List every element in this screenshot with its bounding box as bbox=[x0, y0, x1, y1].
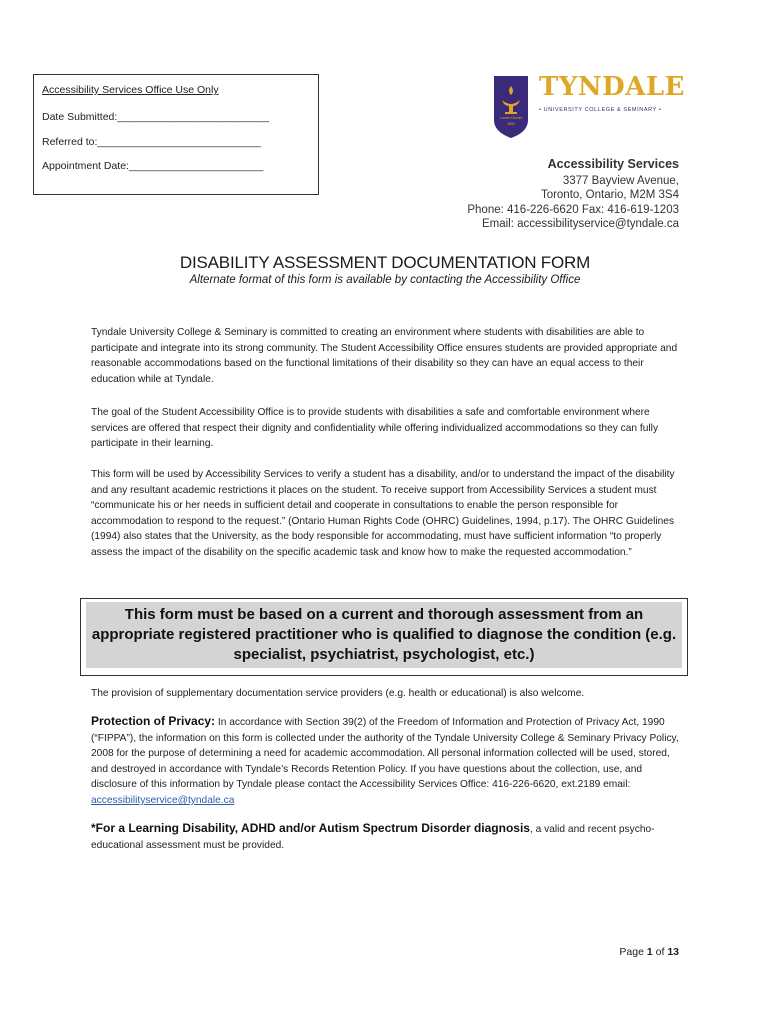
tyndale-logo bbox=[494, 74, 684, 140]
contact-street: 3377 Bayview Avenue, bbox=[562, 174, 679, 187]
notice-box bbox=[80, 598, 688, 676]
page-current: 1 bbox=[646, 946, 653, 958]
page-sep: of bbox=[652, 946, 668, 958]
crest-year: 1894 bbox=[507, 122, 515, 126]
privacy-text: In accordance with Section 39(2) of the Freedom of Information and Protection of Privacy Act, 1990 (“FIPPA”), the information on this form is collected under the authority of the Tyndale University College & Seminary Privacy Policy, 2008 for the purpose of determining a need for academic accommodation. All personal information collected will be used, stored, and destroyed in accordance with Tyndale’s Records Retention Policy. If you have questions about the collection, use, and disclosure of this information by Tyndale please contact the Accessibility Services Office: 416-226-6620, ext.2189 email: bbox=[91, 717, 679, 791]
appointment-date-field: Appointment Date:_______________________ bbox=[42, 160, 264, 172]
contact-org: Accessibility Services bbox=[547, 157, 679, 171]
purpose-paragraph: This form will be used by Accessibility Services to verify a student has a disability, and/or to understand the impact of the disability and any resultant academic restrictions it places on the student. To receive support from Accessibility Services a student must “communicate his or her needs in sufficient detail and cooperate in consultations to enable the person responsible for accommodation to respond to the request.” (Ontario Human Rights Code (OHRC) Guidelines, 1994, p.17). The OHRC Guidelines (1994) also states that the University, as the body responsible for accommodating, must have sufficient information “to properly assess the impact of the disability on the specific academic task and know how to make the requested accommodation.” bbox=[91, 469, 675, 558]
ld-note-lead: *For a Learning Disability, ADHD and/or Autism Spectrum Disorder diagnosis bbox=[91, 821, 530, 835]
contact-city: Toronto, Ontario, M2M 3S4 bbox=[540, 189, 679, 201]
page-prefix: Page bbox=[619, 946, 647, 958]
privacy-email-link[interactable]: accessibilityservice@tyndale.ca bbox=[91, 794, 235, 806]
logo-wordmark: TYNDALE bbox=[539, 72, 685, 102]
contact-email: Email: accessibilityservice@tyndale.ca bbox=[481, 218, 679, 230]
page-title: DISABILITY ASSESSMENT DOCUMENTATION FORM bbox=[179, 253, 591, 272]
logo-tagline: • UNIVERSITY COLLEGE & SEMINARY • bbox=[539, 107, 662, 113]
ld-note-text: , a valid and recent psycho-educational assessment must be provided. bbox=[91, 824, 655, 851]
notice-text: This form must be based on a current and thorough assessment from an appropriate registered practitioner who is qualified to diagnose the condition (e.g. specialist, psychiatrist, psychologist, etc.) bbox=[86, 602, 682, 668]
goal-paragraph: The goal of the Student Accessibility Office is to provide students with disabilities a safe and comfortable environment where services are offered that respect their dignity and confidentiality while offering individualized accommodations so they can fully participate in their learning. bbox=[91, 407, 659, 450]
office-use-box bbox=[33, 74, 319, 195]
page-subtitle: Alternate format of this form is available by contacting the Accessibility Office bbox=[189, 274, 581, 286]
referred-to-field: Referred to:____________________________ bbox=[42, 135, 261, 148]
office-use-heading: Accessibility Services Office Use Only bbox=[42, 84, 219, 96]
date-submitted-field: Date Submitted:__________________________ bbox=[42, 111, 270, 123]
ld-note-paragraph bbox=[91, 821, 681, 853]
contact-block bbox=[467, 157, 679, 232]
page-number bbox=[619, 946, 679, 958]
contact-phone-fax: Phone: 416-226-6620 Fax: 416-619-1203 bbox=[467, 203, 679, 216]
page-total: 13 bbox=[667, 946, 679, 958]
crest-motto: Lumen Domini bbox=[499, 116, 523, 120]
privacy-lead: Protection of Privacy: bbox=[91, 714, 216, 728]
intro-paragraph: Tyndale University College & Seminary is committed to creating an environment where students with disabilities are able to participate and integrate into its strong community. The Student Accessibility Office ensures students are provided appropriate and reasonable accommodations based on the functional limitations of their disability so they can have an equal access to their education while at Tyndale. bbox=[91, 327, 678, 385]
tyndale-crest-icon bbox=[494, 76, 528, 138]
privacy-paragraph bbox=[91, 714, 681, 809]
supplementary-paragraph: The provision of supplementary documentation service providers (e.g. health or educational) is also welcome. bbox=[91, 688, 585, 699]
